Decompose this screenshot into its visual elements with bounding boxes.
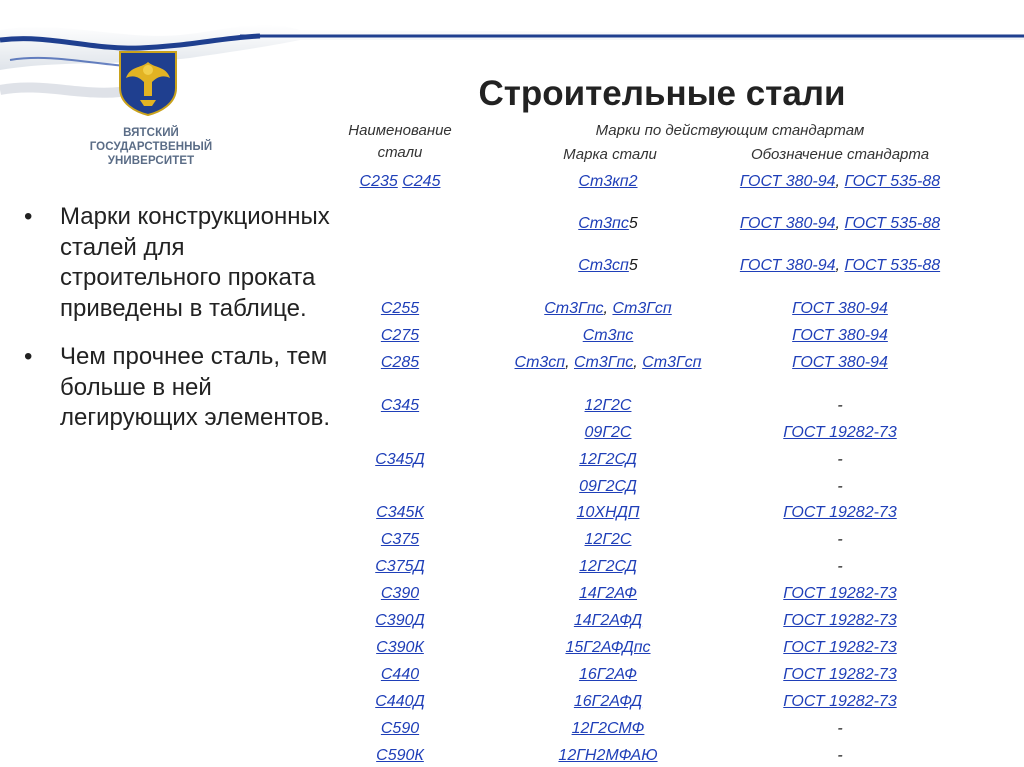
grade-suffix: 5	[628, 215, 638, 232]
cell-standard	[720, 396, 960, 416]
cell-standard	[720, 611, 960, 631]
steel-grade-link[interactable]: 12Г2СД	[579, 451, 637, 468]
cell-steel-name	[330, 611, 470, 631]
cell-standard	[720, 326, 960, 346]
steel-name-link[interactable]: С440Д	[375, 693, 425, 710]
cell-steel-name	[330, 530, 470, 550]
steel-grade-link[interactable]: 10ХНДП	[576, 504, 640, 521]
cell-standard	[720, 353, 960, 373]
standard-link[interactable]: ГОСТ 19282-73	[783, 585, 897, 602]
cell-steel-name	[330, 719, 470, 739]
empty-standard-dash: -	[837, 558, 843, 575]
cell-standard	[720, 477, 960, 497]
separator: ,	[835, 215, 845, 232]
steel-grade-link[interactable]: Ст3Гпс	[544, 300, 604, 317]
steel-name-link[interactable]: С375Д	[375, 558, 425, 575]
bullet-item	[20, 342, 338, 434]
cell-steel-name	[330, 326, 470, 346]
cell-steel-grade	[498, 746, 718, 766]
standard-link[interactable]: ГОСТ 19282-73	[783, 666, 897, 683]
steel-grade-link[interactable]: Ст3Гсп	[612, 300, 672, 317]
standard-link[interactable]: ГОСТ 19282-73	[783, 639, 897, 656]
column-group-header: Марки по действующим стандартам	[595, 122, 865, 139]
cell-standard	[720, 214, 960, 234]
steel-grade-link[interactable]: 16Г2АФД	[573, 693, 643, 710]
bullet-dot-icon: •	[24, 203, 33, 230]
cell-steel-name	[330, 299, 470, 319]
steel-name-link[interactable]: С390К	[376, 639, 424, 656]
empty-standard-dash: -	[837, 747, 843, 764]
standard-link[interactable]: ГОСТ 535-88	[844, 257, 941, 274]
cell-steel-grade	[498, 299, 718, 319]
cell-standard	[720, 557, 960, 577]
cell-steel-grade	[498, 256, 718, 276]
standard-link[interactable]: ГОСТ 380-94	[739, 173, 836, 190]
cell-steel-grade	[498, 692, 718, 712]
steel-grade-link[interactable]: 14Г2АФД	[573, 612, 643, 629]
steel-name-link[interactable]: С590	[380, 720, 420, 737]
empty-standard-dash: -	[837, 720, 843, 737]
cell-standard	[720, 692, 960, 712]
steel-grade-link[interactable]: Ст3Гсп	[642, 354, 702, 371]
cell-standard	[720, 423, 960, 443]
steel-name-link[interactable]: С235	[359, 173, 398, 190]
steel-grade-link[interactable]: 09Г2СД	[579, 478, 637, 495]
cell-steel-name	[330, 353, 470, 373]
standard-link[interactable]: ГОСТ 535-88	[844, 173, 941, 190]
cell-standard	[720, 256, 960, 276]
steel-name-link[interactable]: С375	[380, 531, 420, 548]
university-name-line: ГОСУДАРСТВЕННЫЙ	[89, 141, 213, 153]
university-name	[72, 126, 230, 168]
standard-link[interactable]: ГОСТ 19282-73	[783, 504, 897, 521]
cell-standard	[720, 450, 960, 470]
cell-steel-name	[330, 557, 470, 577]
university-name-line: УНИВЕРСИТЕТ	[107, 155, 195, 167]
standard-link[interactable]: ГОСТ 380-94	[792, 354, 888, 371]
steel-name-link[interactable]: С590К	[376, 747, 424, 764]
empty-standard-dash: -	[837, 397, 843, 414]
standard-link[interactable]: ГОСТ 380-94	[792, 327, 888, 344]
bullet-text: Чем прочнее сталь, тем больше в ней легирующих элементов.	[60, 343, 331, 431]
cell-steel-grade	[498, 477, 718, 497]
steel-grade-link[interactable]: 12Г2С	[584, 531, 632, 548]
grade-suffix: 5	[628, 257, 638, 274]
cell-standard	[720, 299, 960, 319]
cell-steel-name	[330, 584, 470, 604]
steel-name-link[interactable]: С285	[380, 354, 420, 371]
steel-grade-link[interactable]: Ст3сп	[578, 257, 629, 274]
cell-steel-grade	[498, 665, 718, 685]
empty-standard-dash: -	[837, 478, 843, 495]
separator: ,	[835, 257, 845, 274]
separator: ,	[835, 173, 845, 190]
cell-standard	[720, 746, 960, 766]
cell-standard	[720, 665, 960, 685]
cell-steel-grade	[498, 172, 718, 192]
steel-name-link[interactable]: С345Д	[375, 451, 425, 468]
cell-steel-grade	[498, 326, 718, 346]
standard-link[interactable]: ГОСТ 380-94	[739, 257, 836, 274]
cell-standard	[720, 584, 960, 604]
empty-standard-dash: -	[837, 451, 843, 468]
cell-standard	[720, 503, 960, 523]
steel-grade-link[interactable]: 12Г2СД	[579, 558, 637, 575]
standard-link[interactable]: ГОСТ 380-94	[739, 215, 836, 232]
column-header-steel-name	[330, 120, 470, 164]
university-logo-emblem-icon	[114, 48, 182, 116]
cell-steel-grade	[498, 557, 718, 577]
steel-grade-link[interactable]: 12Г2С	[584, 397, 632, 414]
standard-link[interactable]: ГОСТ 19282-73	[783, 612, 897, 629]
steel-name-link[interactable]: С275	[380, 327, 420, 344]
cell-steel-name	[330, 665, 470, 685]
cell-steel-name	[330, 746, 470, 766]
column-header-text: стали	[377, 144, 423, 161]
slide-title: Строительные стали	[478, 74, 846, 113]
separator: ,	[603, 300, 613, 317]
steel-grade-link[interactable]: Ст3пс	[578, 215, 629, 232]
cell-steel-grade	[498, 503, 718, 523]
cell-steel-grade	[498, 353, 718, 373]
cell-steel-grade	[498, 638, 718, 658]
steel-grade-link[interactable]: 16Г2АФ	[578, 666, 638, 683]
steel-grade-link[interactable]: Ст3Гпс	[574, 354, 634, 371]
cell-standard	[720, 638, 960, 658]
standard-link[interactable]: ГОСТ 380-94	[792, 300, 888, 317]
cell-steel-grade	[498, 396, 718, 416]
cell-steel-name	[330, 396, 470, 416]
cell-steel-grade	[498, 214, 718, 234]
steel-grade-link[interactable]: 14Г2АФ	[578, 585, 638, 602]
cell-steel-grade	[498, 584, 718, 604]
steel-name-link[interactable]: С390Д	[375, 612, 425, 629]
cell-standard	[720, 719, 960, 739]
steel-grade-link[interactable]: Ст3пс	[582, 327, 634, 344]
steel-name-link[interactable]: С345	[380, 397, 420, 414]
column-header-grade: Марка стали	[563, 146, 657, 163]
cell-steel-grade	[498, 719, 718, 739]
steel-grade-link[interactable]: Ст3сп	[514, 354, 566, 371]
steel-grade-link[interactable]: 15Г2АФДпс	[565, 639, 651, 656]
column-header-standard: Обозначение стандарта	[750, 146, 930, 163]
cell-steel-name	[330, 450, 470, 470]
steel-grade-link[interactable]: Ст3кп2	[578, 173, 638, 190]
separator: ,	[633, 354, 643, 371]
cell-steel-name	[330, 503, 470, 523]
steel-name-link[interactable]: С390	[380, 585, 420, 602]
separator: ,	[565, 354, 574, 371]
standard-link[interactable]: ГОСТ 19282-73	[783, 424, 897, 441]
column-header-text: Наименование	[348, 122, 452, 139]
cell-steel-name	[330, 172, 470, 192]
cell-steel-grade	[498, 530, 718, 550]
steel-name-link[interactable]: С440	[380, 666, 420, 683]
cell-standard	[720, 530, 960, 550]
standard-link[interactable]: ГОСТ 19282-73	[783, 693, 897, 710]
bullet-list	[20, 202, 338, 452]
steel-grade-link[interactable]: 12Г2СМФ	[571, 720, 645, 737]
cell-steel-name	[330, 638, 470, 658]
standard-link[interactable]: ГОСТ 535-88	[844, 215, 941, 232]
university-name-line: ВЯТСКИЙ	[123, 127, 179, 139]
empty-standard-dash: -	[837, 531, 843, 548]
cell-steel-name	[330, 692, 470, 712]
bullet-text: Марки конструкционных сталей для строительного проката приведены в таблице.	[60, 203, 330, 322]
cell-steel-grade	[498, 423, 718, 443]
steel-name-link[interactable]: С245	[402, 173, 441, 190]
cell-steel-grade	[498, 450, 718, 470]
steel-name-link[interactable]: С255	[380, 300, 420, 317]
steel-grade-link[interactable]: 09Г2С	[584, 424, 632, 441]
cell-standard	[720, 172, 960, 192]
steel-grade-link[interactable]: 12ГН2МФАЮ	[558, 747, 658, 764]
bullet-item	[20, 202, 338, 324]
bullet-dot-icon: •	[24, 343, 33, 370]
steel-name-link[interactable]: С345К	[376, 504, 424, 521]
cell-steel-grade	[498, 611, 718, 631]
